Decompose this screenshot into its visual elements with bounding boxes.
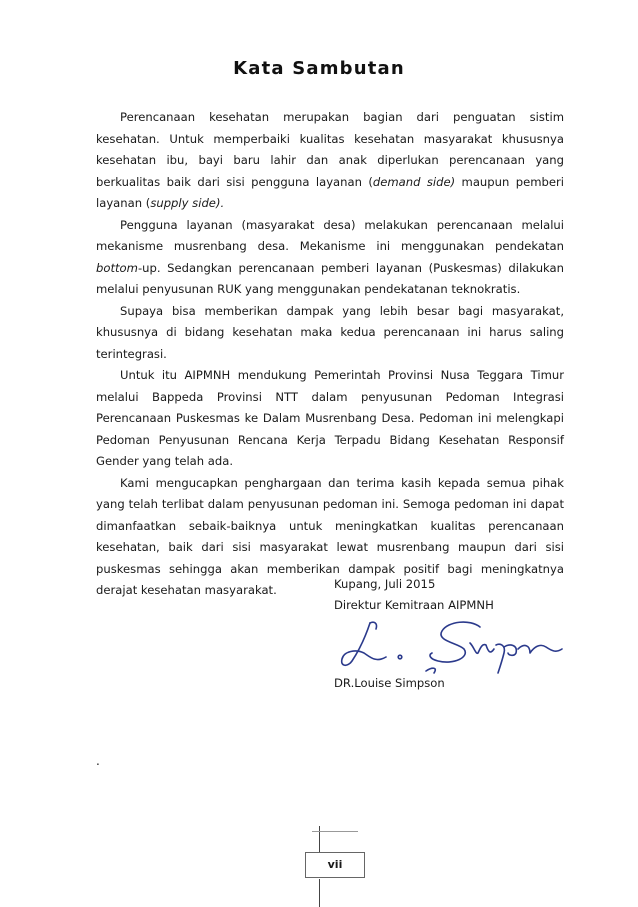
paragraph-3: Supaya bisa memberikan dampak yang lebih besar bagi masyarakat, khususnya di bidang kesehatan maka kedua perencanaan ini harus saling terintegrasi. — [96, 303, 564, 361]
paragraph-1 — [96, 107, 564, 215]
body-text — [96, 107, 564, 602]
place-date: Kupang, Juli 2015 — [334, 577, 436, 591]
stray-dot: . — [96, 754, 100, 768]
paragraph-2-text-2: -up. Sedangkan perencanaan pemberi layanan (Puskesmas) dilakukan melalui penyusunan RUK yang menggunakan pendekatanan teknokratis. — [96, 260, 564, 296]
paragraph-1-text: Perencanaan kesehatan merupakan bagian dari penguatan sistim kesehatan. Untuk memperbaiki kualitas kesehatan masyarakat khususnya kesehatan ibu, bayi baru lahir dan anak diperlukan perencanaan yang berkualitas baik dari sisi pengguna layanan ( — [96, 110, 564, 189]
signer-position: Direktur Kemitraan AIPMNH — [334, 598, 494, 612]
page-number: vii — [305, 852, 365, 878]
paragraph-4: Untuk itu AIPMNH mendukung Pemerintah Provinsi Nusa Teggara Timur melalui Bappeda Provinsi NTT dalam penyusunan Pedoman Integrasi Perencanaan Puskesmas ke Dalam Musrenbang Desa. Pedoman ini melengkapi Pedoman Penyusunan Rencana Kerja Terpadu Bidang Kesehatan Responsif Gender yang telah ada. — [96, 368, 564, 468]
handwritten-signature — [330, 613, 570, 675]
signer-name: DR.Louise Simpson — [334, 676, 445, 690]
paragraph-2-text: Pengguna layanan (masyarakat desa) melakukan perencanaan melalui mekanisme musrenbang desa. Mekanisme ini menggunakan pendekatan — [96, 217, 564, 253]
page-title: Kata Sambutan — [233, 58, 405, 79]
paragraph-2-bottom: bottom — [96, 260, 138, 275]
paragraph-2 — [96, 215, 564, 301]
signature-block — [334, 574, 494, 616]
paragraph-1-text-2: maupun pemberi layanan ( — [96, 174, 564, 210]
paragraph-5: Kami mengucapkan penghargaan dan terima kasih kepada semua pihak yang telah terlibat dalam penyusunan pedoman ini. Semoga pedoman ini dapat dimanfaatkan sebaik-baiknya untuk meningkatkan kualitas perencanaan kesehatan, baik dari sisi masyarakat lewat musrenbang maupun dari sisi puskesmas sehingga akan memberikan dampak positif bagi meningkatnya derajat kesehatan masyarakat. — [96, 475, 564, 597]
paragraph-1-supply-side: supply side). — [150, 196, 225, 210]
paragraph-1-demand-side: demand side) — [372, 174, 456, 189]
footer-divider-bottom — [319, 879, 320, 907]
